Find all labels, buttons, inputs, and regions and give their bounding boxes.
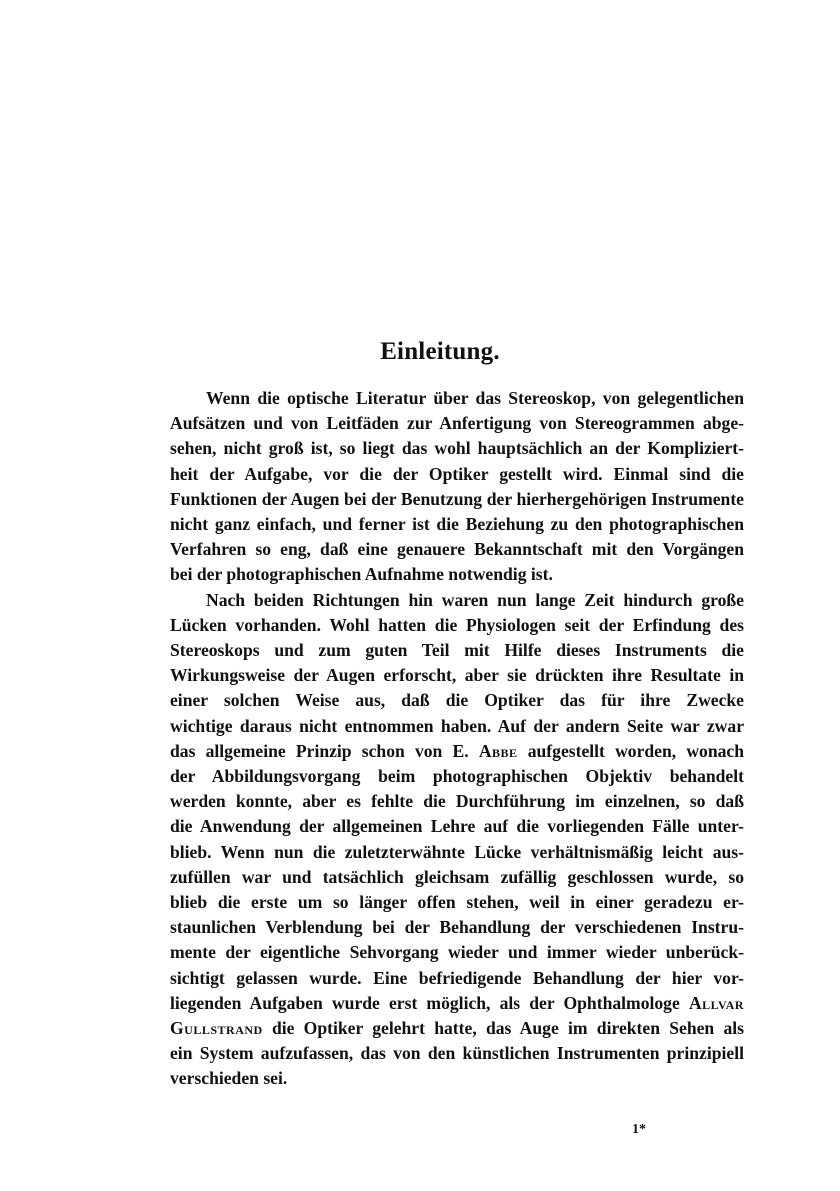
text-segment: aufgestellt worden, wonach xyxy=(527,740,744,761)
person-name-gullstrand: Gullstrand xyxy=(170,1018,263,1039)
paragraph-2 xyxy=(134,588,744,1092)
text-line: Stereoskops und zum guten Teil mit Hilfe dieses Instruments die xyxy=(170,640,744,661)
text-line: bei der photographischen Aufnahme notwendig ist. xyxy=(170,564,553,585)
text-segment: liegenden Aufgaben wurde erst möglich, als der Ophthalmologe xyxy=(170,992,680,1013)
text-line: blieb. Wenn nun die zuletzterwähnte Lücke verhältnismäßig leicht aus- xyxy=(170,841,744,862)
text-line: Nach beiden Richtungen hin waren nun lange Zeit hindurch große xyxy=(206,589,744,610)
text-line: heit der Aufgabe, vor die der Optiker gestellt wird. Einmal sind die xyxy=(170,463,744,484)
text-line: einer solchen Weise aus, daß die Optiker das für ihre Zwecke xyxy=(170,690,744,711)
text-line: Funktionen der Augen bei der Benutzung der hierhergehörigen Instrumente xyxy=(170,488,744,509)
text-line: zufüllen war und tatsächlich gleichsam zufällig geschlossen wurde, so xyxy=(170,866,744,887)
text-segment: das allgemeine Prinzip schon von E. xyxy=(170,740,469,761)
text-line: werden konnte, aber es fehlte die Durchführung im einzelnen, so daß xyxy=(170,791,744,812)
text-line: wichtige daraus nicht entnommen haben. Auf der andern Seite war zwar xyxy=(170,715,744,736)
text-line xyxy=(134,991,744,1016)
text-line: staunlichen Verblendung bei der Behandlung der verschiedenen Instru- xyxy=(170,917,744,938)
paragraph-1 xyxy=(134,386,744,588)
text-line: ein System aufzufassen, das von den künstlichen Instrumenten prinzipiell xyxy=(170,1043,744,1064)
text-line: Lücken vorhanden. Wohl hatten die Physiologen seit der Erfindung des xyxy=(170,614,744,635)
text-line: verschieden sei. xyxy=(170,1068,288,1089)
person-name-allvar: Allvar xyxy=(688,992,745,1013)
body-text xyxy=(134,386,744,1092)
text-line xyxy=(134,739,744,764)
text-line xyxy=(134,1016,744,1041)
text-line: sehen, nicht groß ist, so liegt das wohl hauptsächlich an der Kompliziert- xyxy=(170,438,744,459)
text-line: blieb die erste um so länger offen stehen, weil in einer geradezu er- xyxy=(170,892,744,913)
page-number: 1* xyxy=(632,1122,646,1137)
text-line: Wenn die optische Literatur über das Stereoskop, von gelegentlichen xyxy=(206,388,744,408)
text-line: der Abbildungsvorgang beim photographischen Objektiv behandelt xyxy=(170,766,744,787)
text-line: nicht ganz einfach, und ferner ist die Beziehung zu den photographischen xyxy=(170,514,744,535)
text-line: sichtigt gelassen wurde. Eine befriedigende Behandlung der hier vor- xyxy=(170,967,744,988)
text-segment: die Optiker gelehrt hatte, das Auge im direkten Sehen als xyxy=(271,1018,744,1039)
chapter-heading: Einleitung. xyxy=(380,338,500,365)
person-name-abbe: Abbe xyxy=(478,740,518,761)
text-line: Verfahren so eng, daß eine genauere Bekanntschaft mit den Vorgängen xyxy=(170,539,744,560)
text-line: Wirkungsweise der Augen erforscht, aber sie drückten ihre Resultate in xyxy=(170,665,744,686)
text-line: Aufsätzen und von Leitfäden zur Anfertigung von Stereogrammen abge- xyxy=(170,413,744,434)
text-line: die Anwendung der allgemeinen Lehre auf die vorliegenden Fälle unter- xyxy=(170,816,744,837)
text-line: mente der eigentliche Sehvorgang wieder und immer wieder unberück- xyxy=(170,942,744,963)
